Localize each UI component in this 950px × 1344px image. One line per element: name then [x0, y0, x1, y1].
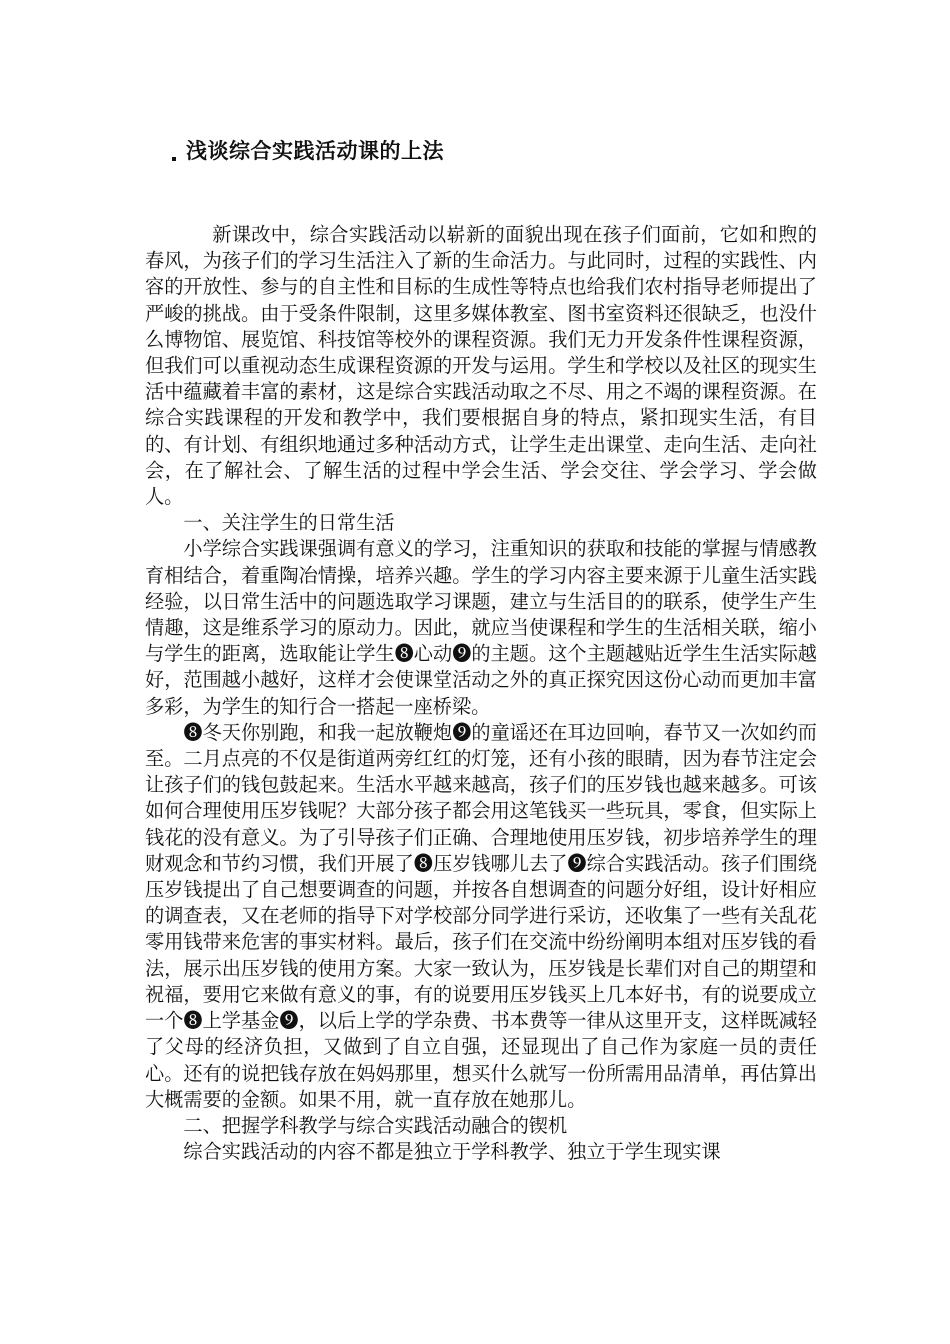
paragraph-example: ❽冬天你别跑，和我一起放鞭炮❾的童谣还在耳边回响，春节又一次如约而至。二月点亮的不仅是街道两旁红红的灯笼，还有小孩的眼睛，因为春节注定会让孩子们的钱包鼓起来。生活水平越来越高，孩子们的压岁钱也越来越多。可该如何合理使用压岁钱呢？大部分孩子都会用这笔钱买一些玩具，零食，但实际上钱花的没有意义。为了引导孩子们正确、合理地使用压岁钱，初步培养学生的理财观念和节约习惯，我们开展了❽压岁钱哪儿去了❾综合实践活动。孩子们围绕压岁钱提出了自己想要调查的问题，并按各自想调查的问题分好组，设计好相应的调查表，又在老师的指导下对学校部分同学进行采访，还收集了一些有关乱花零用钱带来危害的事实材料。最后，孩子们在交流中纷纷阐明本组对压岁钱的看法，展示出压岁钱的使用方案。大家一致认为，压岁钱是长辈们对自己的期望和祝福，要用它来做有意义的事，有的说要用压岁钱买上几本好书，有的说要成立一个❽上学基金❾，以后上学的学杂费、书本费等一律从这里开支，这样既减轻了父母的经济负担，又做到了自立自强，还显现出了自己作为家庭一员的责任心。还有的说把钱存放在妈妈那里，想买什么就写一份所需用品清单，再估算出大概需要的金额。如果不用，就一直存放在她那儿。	[145, 720, 817, 1111]
paragraph-section-2: 综合实践活动的内容不都是独立于学科教学、独立于学生现实课	[183, 1140, 721, 1164]
paragraph-intro: 新课改中，综合实践活动以崭新的面貌出现在孩子们面前，它如和煦的春风，为孩子们的学习生活注入了新的生命活力。与此同时，过程的实践性、内容的开放性、参与的自主性和目标的生成性等特点也给我们农村指导老师提出了严峻的挑战。由于受条件限制，这里多媒体教室、图书室资料还很缺乏，也没什么博物馆、展览馆、科技馆等校外的课程资源。我们无力开发条件性课程资源，但我们可以重视动态生成课程资源的开发与运用。学生和学校以及社区的现实生活中蕴藏着丰富的素材，这是综合实践活动取之不尽、用之不竭的课程资源。在综合实践课程的开发和教学中，我们要根据自身的特点，紧扣现实生活，有目的、有计划、有组织地通过多种活动方式，让学生走出课堂、走向生活、走向社会，在了解社会、了解生活的过程中学会生活、学会交往、学会学习、学会做人。	[145, 223, 817, 509]
document-title: 浅谈综合实践活动课的上法	[186, 139, 444, 163]
title-bullet-mark	[172, 157, 176, 161]
title-block	[172, 133, 444, 167]
section-heading-1: 一、关注学生的日常生活	[183, 511, 395, 535]
document-body	[145, 222, 817, 1165]
paragraph-section-1: 小学综合实践课强调有意义的学习，注重知识的获取和技能的掌握与情感教育相结合，着重陶冶情操，培养兴趣。学生的学习内容主要来源于儿童生活实践经验，以日常生活中的问题选取学习课题，建立与生活目的的联系，使学生产生情趣，这是维系学习的原动力。因此，就应当使课程和学生的生活相关联，缩小与学生的距离，选取能让学生❽心动❾的主题。这个主题越贴近学生生活实际越好，范围越小越好，这样才会使课堂活动之外的真正探究因这份心动而更加丰富多彩，为学生的知行合一搭起一座桥梁。	[145, 537, 817, 718]
section-heading-2: 二、把握学科教学与综合实践活动融合的锲机	[183, 1113, 568, 1137]
